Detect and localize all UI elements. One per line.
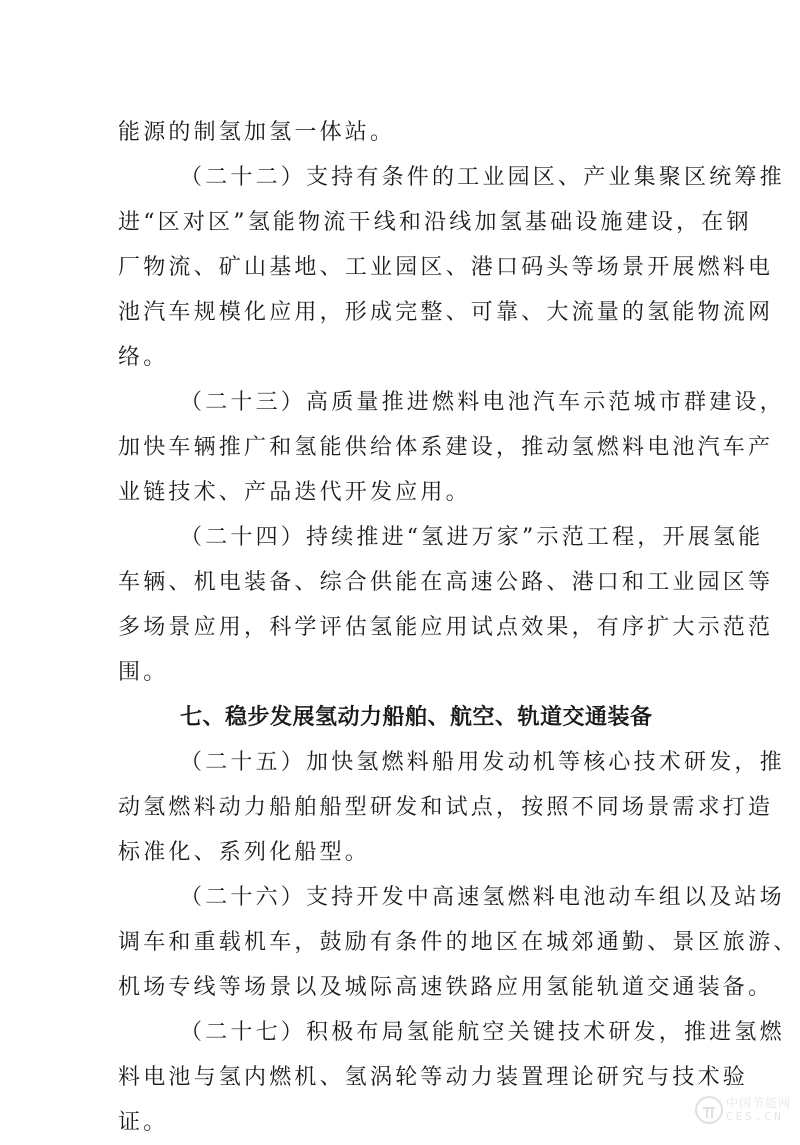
text-line: 进“区对区”氢能物流干线和沿线加氢基础设施建设，在钢: [118, 210, 752, 235]
ces-logo-icon: [695, 1096, 723, 1124]
text-line: 调车和重载机车，鼓励有条件的地区在城郊通勤、景区旅游、: [118, 930, 799, 955]
paragraph-22-start: （二十二）支持有条件的工业园区、产业集聚区统筹推: [180, 165, 785, 190]
text-line: 动氢燃料动力船舶船型研发和试点，按照不同场景需求打造: [118, 795, 774, 820]
text-line: 围。: [118, 660, 169, 685]
section-heading: 七、稳步发展氢动力船舶、航空、轨道交通装备: [180, 705, 653, 730]
paragraph-26-start: （二十六）支持开发中高速氢燃料电池动车组以及站场: [180, 885, 785, 910]
text-line: 料电池与氢内燃机、氢涡轮等动力装置理论研究与技术验: [118, 1065, 749, 1090]
watermark: [695, 1092, 795, 1128]
text-line: 能源的制氢加氢一体站。: [118, 120, 396, 145]
paragraph-24-start: （二十四）持续推进“氢进万家”示范工程，开展氢能: [180, 525, 764, 550]
text-line: 车辆、机电装备、综合供能在高速公路、港口和工业园区等: [118, 570, 774, 595]
watermark-cn: 中国节能网: [726, 1096, 792, 1110]
text-line: 业链技术、产品迭代开发应用。: [118, 480, 471, 505]
text-line: 机场专线等场景以及城际高速铁路应用氢能轨道交通装备。: [118, 975, 774, 1000]
text-line: 标准化、系列化船型。: [118, 840, 371, 865]
watermark-en: CES.CN: [726, 1110, 784, 1123]
paragraph-25-start: （二十五）加快氢燃料船用发动机等核心技术研发，推: [180, 750, 785, 775]
text-line: 络。: [118, 345, 169, 370]
text-line: 厂物流、矿山基地、工业园区、港口码头等场景开展燃料电: [118, 255, 774, 280]
paragraph-23-start: （二十三）高质量推进燃料电池汽车示范城市群建设，: [180, 390, 785, 415]
text-line: 多场景应用，科学评估氢能应用试点效果，有序扩大示范范: [118, 615, 774, 640]
text-line: 池汽车规模化应用，形成完整、可靠、大流量的氢能物流网: [118, 300, 774, 325]
text-line: 加快车辆推广和氢能供给体系建设，推动氢燃料电池汽车产: [118, 435, 774, 460]
text-line: 证。: [118, 1110, 169, 1135]
paragraph-27-start: （二十七）积极布局氢能航空关键技术研发，推进氢燃: [180, 1020, 785, 1045]
